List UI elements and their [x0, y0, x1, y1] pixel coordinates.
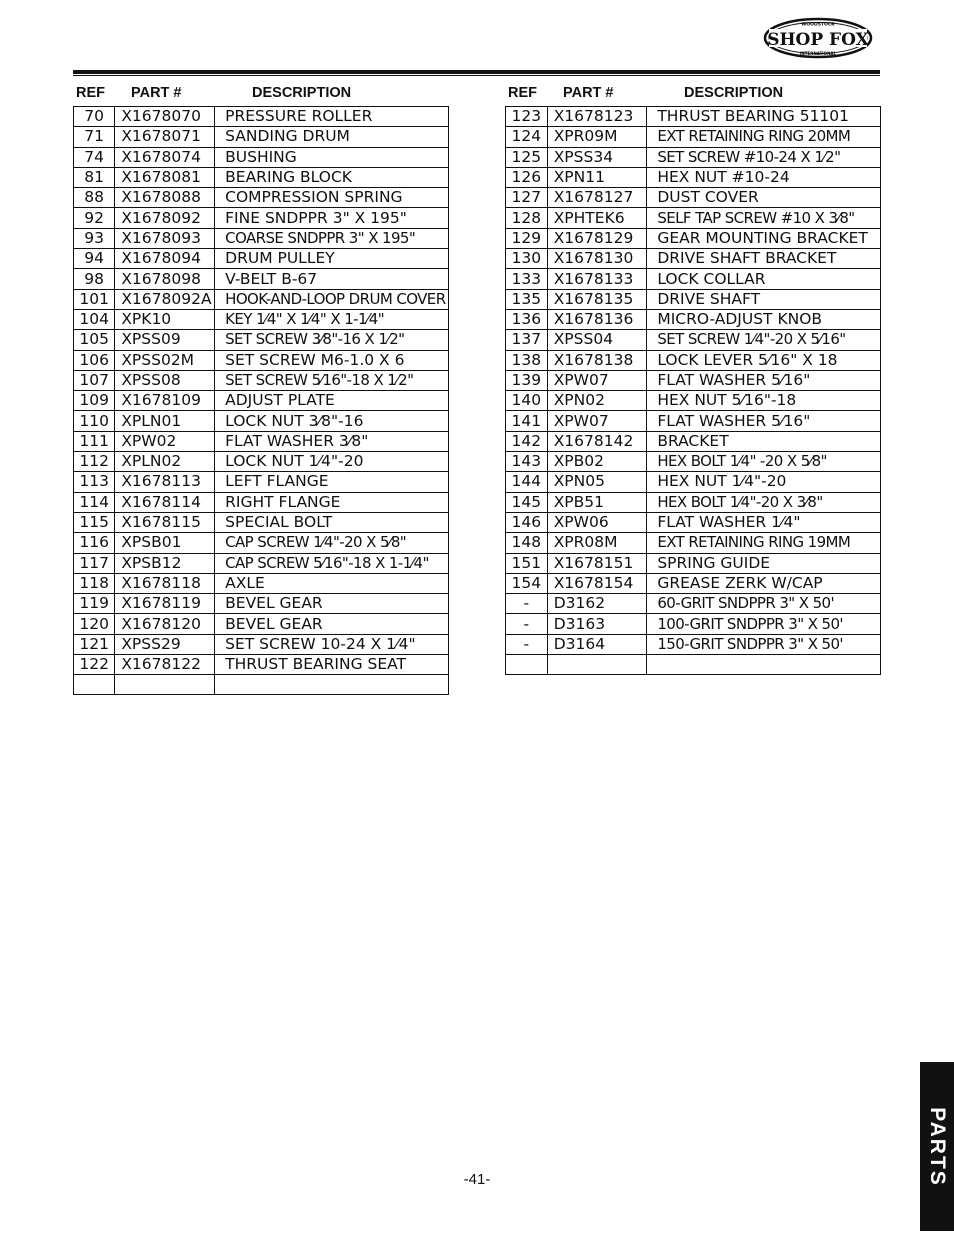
table-row	[74, 208, 449, 228]
logo-brand-name: SHOP FOX	[767, 30, 869, 50]
part-number-cell: X1678127	[547, 188, 647, 208]
ref-cell: 70	[74, 107, 115, 127]
ref-cell: 130	[506, 249, 548, 269]
description-cell: EXT RETAINING RING 19MM	[647, 533, 881, 553]
side-tab-label: PARTS	[926, 1106, 949, 1187]
ref-cell: 128	[506, 208, 548, 228]
description-cell: THRUST BEARING SEAT	[215, 655, 449, 675]
description-cell: HEX NUT 5⁄16"-18	[647, 391, 881, 411]
table-row	[506, 330, 881, 350]
description-cell: 60-GRIT SNDPPR 3" X 50'	[647, 594, 881, 614]
table-row	[506, 512, 881, 532]
ref-cell: 139	[506, 370, 548, 390]
ref-cell: 92	[74, 208, 115, 228]
ref-cell: -	[506, 614, 548, 634]
ref-cell: 129	[506, 228, 548, 248]
description-cell: SET SCREW 5⁄16"-18 X 1⁄2"	[215, 370, 449, 390]
description-cell: MICRO-ADJUST KNOB	[647, 309, 881, 329]
description-cell: RIGHT FLANGE	[215, 492, 449, 512]
description-cell: LOCK NUT 1⁄4"-20	[215, 452, 449, 472]
part-number-cell: X1678113	[115, 472, 215, 492]
part-number-cell: X1678123	[547, 107, 647, 127]
ref-cell: 145	[506, 492, 548, 512]
ref-cell: 137	[506, 330, 548, 350]
table-row	[506, 249, 881, 269]
table-row	[74, 472, 449, 492]
part-number-cell: X1678074	[115, 147, 215, 167]
part-number-cell: X1678081	[115, 167, 215, 187]
ref-cell: 112	[74, 452, 115, 472]
blank-cell	[215, 675, 449, 695]
description-header: DESCRIPTION	[252, 85, 352, 101]
table-row	[506, 614, 881, 634]
ref-cell: 135	[506, 289, 548, 309]
description-cell: HEX BOLT 1⁄4" -20 X 5⁄8"	[647, 452, 881, 472]
ref-cell: 122	[74, 655, 115, 675]
table-row	[74, 147, 449, 167]
table-row	[74, 452, 449, 472]
table-row	[74, 330, 449, 350]
part-number-cell: X1678094	[115, 249, 215, 269]
description-cell: PRESSURE ROLLER	[215, 107, 449, 127]
part-header: PART #	[563, 85, 614, 101]
description-cell: BRACKET	[647, 431, 881, 451]
blank-cell	[647, 655, 881, 675]
part-number-cell: XPN11	[547, 167, 647, 187]
ref-cell: 141	[506, 411, 548, 431]
ref-cell: 101	[74, 289, 115, 309]
table-row	[74, 391, 449, 411]
header-rule-thin	[73, 75, 880, 76]
part-number-cell: XPB02	[547, 452, 647, 472]
table-row	[506, 533, 881, 553]
description-cell: BEVEL GEAR	[215, 594, 449, 614]
ref-cell: 115	[74, 512, 115, 532]
table-row	[74, 594, 449, 614]
ref-cell: 94	[74, 249, 115, 269]
description-cell: SPECIAL BOLT	[215, 512, 449, 532]
part-number-cell: X1678138	[547, 350, 647, 370]
table-row	[74, 573, 449, 593]
description-cell: SPRING GUIDE	[647, 553, 881, 573]
part-number-cell: X1678098	[115, 269, 215, 289]
part-number-cell: X1678114	[115, 492, 215, 512]
table-row	[74, 249, 449, 269]
parts-section-tab	[920, 1062, 954, 1231]
description-cell: GREASE ZERK W/CAP	[647, 573, 881, 593]
ref-cell: 93	[74, 228, 115, 248]
description-cell: DRIVE SHAFT	[647, 289, 881, 309]
part-number-cell: X1678092A	[115, 289, 215, 309]
part-number-cell: XPSS02M	[115, 350, 215, 370]
part-number-cell: XPW07	[547, 370, 647, 390]
table-row	[506, 553, 881, 573]
header-rule	[73, 70, 880, 74]
table-row	[506, 594, 881, 614]
table-row	[74, 512, 449, 532]
part-number-cell: X1678154	[547, 573, 647, 593]
table-row	[506, 411, 881, 431]
ref-cell: 105	[74, 330, 115, 350]
description-cell: SELF TAP SCREW #10 X 3⁄8"	[647, 208, 881, 228]
ref-cell: 98	[74, 269, 115, 289]
ref-cell: 126	[506, 167, 548, 187]
table-row	[506, 289, 881, 309]
description-cell: HEX NUT 1⁄4"-20	[647, 472, 881, 492]
table-row	[506, 127, 881, 147]
description-cell: SET SCREW 10-24 X 1⁄4"	[215, 634, 449, 654]
part-number-cell: XPK10	[115, 309, 215, 329]
description-cell: LEFT FLANGE	[215, 472, 449, 492]
part-number-cell: X1678092	[115, 208, 215, 228]
table-row	[506, 492, 881, 512]
table-row	[74, 188, 449, 208]
ref-cell: 148	[506, 533, 548, 553]
table-row	[506, 269, 881, 289]
ref-cell: 116	[74, 533, 115, 553]
table-row	[506, 167, 881, 187]
description-cell: LOCK NUT 3⁄8"-16	[215, 411, 449, 431]
description-cell: GEAR MOUNTING BRACKET	[647, 228, 881, 248]
description-cell: FLAT WASHER 5⁄16"	[647, 370, 881, 390]
description-cell: SET SCREW 3⁄8"-16 X 1⁄2"	[215, 330, 449, 350]
description-cell: EXT RETAINING RING 20MM	[647, 127, 881, 147]
ref-cell: 124	[506, 127, 548, 147]
part-number-cell: X1678118	[115, 573, 215, 593]
part-number-cell: XPSS08	[115, 370, 215, 390]
part-number-cell: XPLN02	[115, 452, 215, 472]
description-cell: V-BELT B-67	[215, 269, 449, 289]
part-number-cell: XPW07	[547, 411, 647, 431]
part-number-cell: X1678119	[115, 594, 215, 614]
ref-cell: 133	[506, 269, 548, 289]
part-number-cell: X1678129	[547, 228, 647, 248]
table-row	[74, 167, 449, 187]
ref-cell: 140	[506, 391, 548, 411]
part-number-cell: XPW06	[547, 512, 647, 532]
part-header: PART #	[131, 85, 182, 101]
table-row	[506, 188, 881, 208]
part-number-cell: X1678115	[115, 512, 215, 532]
ref-cell: 114	[74, 492, 115, 512]
part-number-cell: X1678136	[547, 309, 647, 329]
ref-cell: -	[506, 634, 548, 654]
description-cell: BUSHING	[215, 147, 449, 167]
part-number-cell: X1678120	[115, 614, 215, 634]
ref-cell: -	[506, 594, 548, 614]
ref-cell: 117	[74, 553, 115, 573]
table-row	[506, 573, 881, 593]
part-number-cell: X1678088	[115, 188, 215, 208]
part-number-cell: X1678133	[547, 269, 647, 289]
ref-cell: 113	[74, 472, 115, 492]
ref-cell: 109	[74, 391, 115, 411]
table-row	[74, 289, 449, 309]
table-row	[74, 533, 449, 553]
ref-cell: 146	[506, 512, 548, 532]
description-cell: BEARING BLOCK	[215, 167, 449, 187]
ref-cell: 81	[74, 167, 115, 187]
part-number-cell: XPSS04	[547, 330, 647, 350]
description-cell: 100-GRIT SNDPPR 3" X 50'	[647, 614, 881, 634]
table-row	[74, 309, 449, 329]
ref-header: REF	[76, 85, 105, 101]
table-row	[506, 472, 881, 492]
blank-cell	[506, 655, 548, 675]
table-row	[506, 370, 881, 390]
part-number-cell: X1678071	[115, 127, 215, 147]
ref-cell: 154	[506, 573, 548, 593]
description-cell: 150-GRIT SNDPPR 3" X 50'	[647, 634, 881, 654]
table-row	[506, 107, 881, 127]
description-cell: FLAT WASHER 5⁄16"	[647, 411, 881, 431]
description-cell: COARSE SNDPPR 3" X 195"	[215, 228, 449, 248]
blank-cell	[74, 675, 115, 695]
ref-cell: 125	[506, 147, 548, 167]
page-number: -41-	[463, 1171, 491, 1188]
description-cell: SET SCREW 1⁄4"-20 X 5⁄16"	[647, 330, 881, 350]
part-number-cell: XPN02	[547, 391, 647, 411]
ref-cell: 111	[74, 431, 115, 451]
right-column-headers	[505, 85, 881, 103]
part-number-cell: X1678142	[547, 431, 647, 451]
ref-cell: 106	[74, 350, 115, 370]
part-number-cell: D3162	[547, 594, 647, 614]
table-row	[74, 492, 449, 512]
blank-cell	[115, 675, 215, 695]
part-number-cell: X1678122	[115, 655, 215, 675]
ref-cell: 143	[506, 452, 548, 472]
table-row	[74, 107, 449, 127]
part-number-cell: D3164	[547, 634, 647, 654]
table-row	[506, 634, 881, 654]
part-number-cell: XPLN01	[115, 411, 215, 431]
table-row	[74, 553, 449, 573]
ref-cell: 104	[74, 309, 115, 329]
ref-cell: 151	[506, 553, 548, 573]
part-number-cell: XPR08M	[547, 533, 647, 553]
logo-arc-bottom: INTERNATIONAL	[799, 51, 837, 56]
part-number-cell: XPSS34	[547, 147, 647, 167]
description-cell: DRIVE SHAFT BRACKET	[647, 249, 881, 269]
ref-cell: 88	[74, 188, 115, 208]
table-row	[74, 634, 449, 654]
shop-fox-logo	[763, 17, 873, 59]
description-cell: FLAT WASHER 1⁄4"	[647, 512, 881, 532]
ref-cell: 118	[74, 573, 115, 593]
ref-cell: 110	[74, 411, 115, 431]
part-number-cell: X1678151	[547, 553, 647, 573]
description-cell: HEX NUT #10-24	[647, 167, 881, 187]
table-row	[506, 147, 881, 167]
description-cell: KEY 1⁄4" X 1⁄4" X 1-1⁄4"	[215, 309, 449, 329]
description-cell: SANDING DRUM	[215, 127, 449, 147]
description-cell: DRUM PULLEY	[215, 249, 449, 269]
table-row	[506, 391, 881, 411]
description-cell: HEX BOLT 1⁄4"-20 X 3⁄8"	[647, 492, 881, 512]
table-row	[506, 431, 881, 451]
table-row	[74, 269, 449, 289]
ref-cell: 138	[506, 350, 548, 370]
left-column-headers	[73, 85, 449, 103]
part-number-cell: XPSB12	[115, 553, 215, 573]
ref-cell: 136	[506, 309, 548, 329]
description-cell: LOCK COLLAR	[647, 269, 881, 289]
ref-cell: 120	[74, 614, 115, 634]
parts-table-right	[505, 106, 881, 675]
part-number-cell: X1678130	[547, 249, 647, 269]
part-number-cell: XPSS29	[115, 634, 215, 654]
description-cell: FLAT WASHER 3⁄8"	[215, 431, 449, 451]
part-number-cell: X1678093	[115, 228, 215, 248]
description-cell: LOCK LEVER 5⁄16" X 18	[647, 350, 881, 370]
part-number-cell: XPR09M	[547, 127, 647, 147]
part-number-cell: XPSS09	[115, 330, 215, 350]
ref-cell: 71	[74, 127, 115, 147]
ref-cell: 74	[74, 147, 115, 167]
part-number-cell: XPB51	[547, 492, 647, 512]
table-row	[506, 350, 881, 370]
ref-cell: 107	[74, 370, 115, 390]
table-row	[74, 431, 449, 451]
table-row	[74, 411, 449, 431]
description-cell: FINE SNDPPR 3" X 195"	[215, 208, 449, 228]
table-blank-row	[506, 655, 881, 675]
part-number-cell: XPN05	[547, 472, 647, 492]
ref-cell: 127	[506, 188, 548, 208]
description-cell: CAP SCREW 5⁄16"-18 X 1-1⁄4"	[215, 553, 449, 573]
ref-header: REF	[508, 85, 537, 101]
table-row	[506, 452, 881, 472]
ref-cell: 144	[506, 472, 548, 492]
description-cell: THRUST BEARING 51101	[647, 107, 881, 127]
description-cell: CAP SCREW 1⁄4"-20 X 5⁄8"	[215, 533, 449, 553]
table-row	[74, 370, 449, 390]
table-row	[74, 614, 449, 634]
part-number-cell: X1678070	[115, 107, 215, 127]
ref-cell: 119	[74, 594, 115, 614]
description-cell: HOOK-AND-LOOP DRUM COVER	[215, 289, 449, 309]
description-cell: BEVEL GEAR	[215, 614, 449, 634]
ref-cell: 121	[74, 634, 115, 654]
table-row	[74, 127, 449, 147]
part-number-cell: XPSB01	[115, 533, 215, 553]
table-row	[506, 208, 881, 228]
description-cell: SET SCREW M6-1.0 X 6	[215, 350, 449, 370]
ref-cell: 123	[506, 107, 548, 127]
description-cell: DUST COVER	[647, 188, 881, 208]
description-cell: AXLE	[215, 573, 449, 593]
description-cell: COMPRESSION SPRING	[215, 188, 449, 208]
part-number-cell: X1678135	[547, 289, 647, 309]
description-cell: SET SCREW #10-24 X 1⁄2"	[647, 147, 881, 167]
description-header: DESCRIPTION	[684, 85, 784, 101]
part-number-cell: XPHTEK6	[547, 208, 647, 228]
ref-cell: 142	[506, 431, 548, 451]
blank-cell	[547, 655, 647, 675]
description-cell: ADJUST PLATE	[215, 391, 449, 411]
parts-table-left	[73, 106, 449, 695]
table-blank-row	[74, 675, 449, 695]
part-number-cell: X1678109	[115, 391, 215, 411]
table-row	[74, 228, 449, 248]
part-number-cell: XPW02	[115, 431, 215, 451]
table-row	[506, 309, 881, 329]
logo-arc-top: WOODSTOCK	[801, 22, 835, 28]
table-row	[74, 655, 449, 675]
table-row	[74, 350, 449, 370]
part-number-cell: D3163	[547, 614, 647, 634]
table-row	[506, 228, 881, 248]
